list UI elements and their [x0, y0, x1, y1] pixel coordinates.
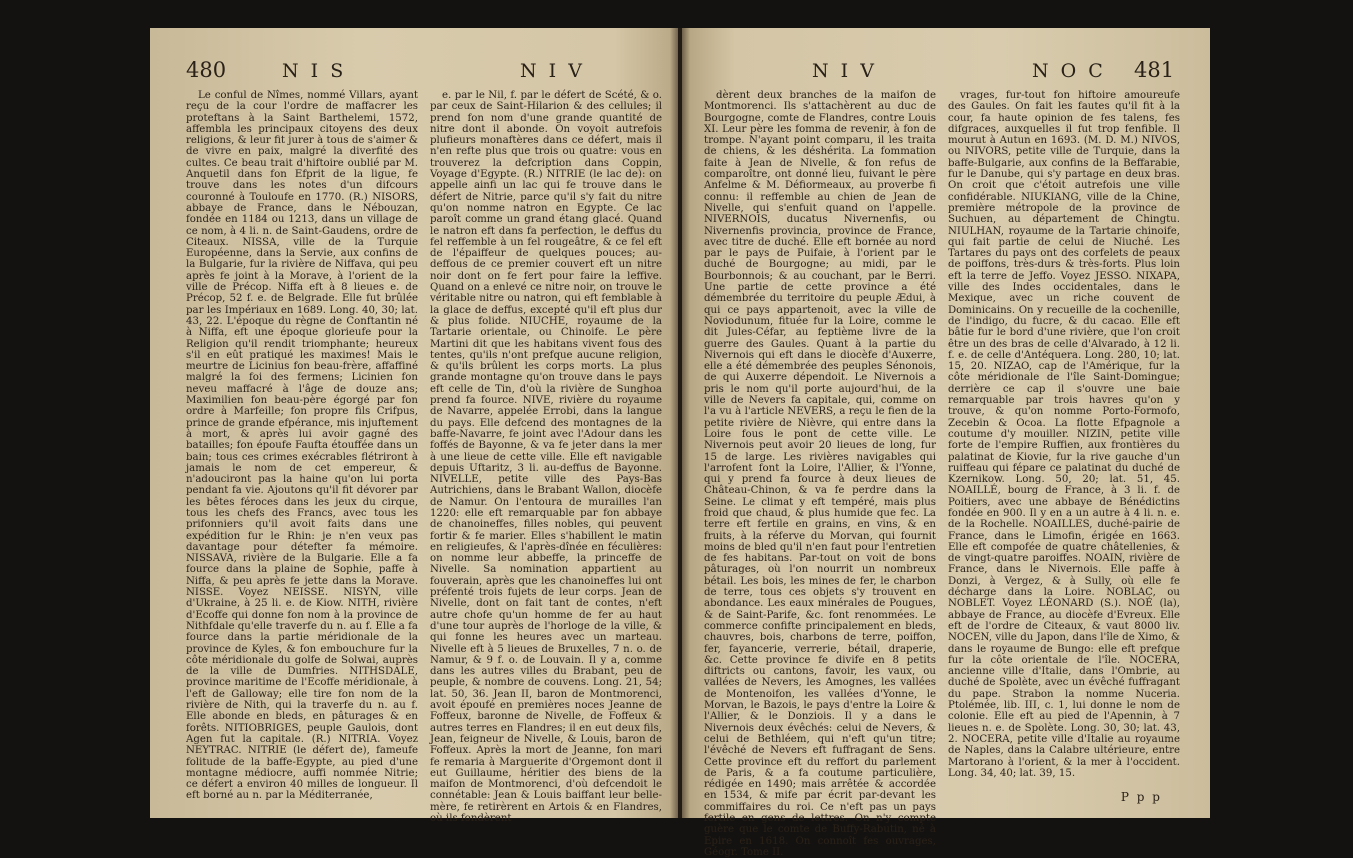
page-number-left: 480 [186, 58, 227, 82]
running-head-left-2: N I V [520, 60, 585, 82]
left-column-1-text: Le conful de Nîmes, nommé Villars, ayant reçu de la cour l'ordre de maffacrer les proteftans à la Saint Barthelemi, 1572, affembla les principaux citoyens des deux religions, & leur fit jurer à tous de s'aimer & de vivre en paix, malgré la diverfité des cultes. Ce beau trait d'hiftoire oublié par M. Anquetil dans fon Efprit de la ligue, fe trouve dans les notes d'un difcours couronné à Touloufe en 1770. (R.) NISORS, abbaye de France, dans le Nébouzan, fondée en 1184 ou 1213, dans un village de ce nom, à 4 li. n. de Saint-Gaudens, ordre de Citeaux. NISSA, ville de la Turquie Européenne, dans la Servie, aux confins de la Bulgarie, fur la rivière de Niffava, qui peu après fe joint à la Morave, à l'orient de la ville de Précop. Niffa eft à 8 lieues e. de Précop, 52 f. e. de Belgrade. Elle fut brûlée par les Impériaux en 1689. Long. 40, 30; lat. 43, 22. L'époque du règne de Conftantin né à Niffa, eft une époque glorieufe pour la Religion qu'il rendit triomphante; heureux s'il en eût pratiqué les maximes! Mais le meurtre de Licinius fon beau-frère, affaffiné malgré la foi des fermens; Licinien fon neveu maffacré à l'âge de douze ans; Maximilien fon beau-père égorgé par fon ordre à Marfeille; fon propre fils Crifpus, prince de grande efpérance, mis injuftement à mort, & après lui avoir gagné des batailles; fon époufe Faufta étouffée dans un bain; tous ces crimes exécrables flétriront à jamais le nom de cet empereur, & n'adouciront pas la haine qu'on lui porta pendant fa vie. Ajoutons qu'il fit dévorer par les bêtes féroces dans les jeux du cirque, tous les chefs des Francs, avec tous les prifonniers qu'il avoit faits dans une expédition fur le Rhin: je n'en veux pas davantage pour détefter fa mémoire. NISSAVA, rivière de la Bulgarie. Elle a fa fource dans la plaine de Sophie, paffe à Niffa, & peu après fe jette dans la Morave. NISSE. Voyez NEISSE. NISYN, ville d'Ukraine, à 25 li. e. de Kiow. NITH, rivière d'Ecoffe qui donne fon nom à la province de Nithfdale qu'elle traverfe du n. au f. Elle a fa fource dans la partie méridionale de la province de Kyles, & fon embouchure fur la côte méridionale du golfe de Solwai, auprès de la ville de Dumfries. NITHSDALE, province maritime de l'Ecoffe méridionale, à l'eft de Galloway; elle tire fon nom de la rivière de Nith, qui la traverfe du n. au f. Elle abonde en bleds, en pâturages & en forêts. NITIOBRIGES, peuple Gaulois, dont Agen fut la capitale. (R.) NITRIA. Voyez NEYTRAC. NITRIE (le défert de), fameufe folitude de la baffe-Egypte, au pied d'une montagne médiocre, auffi nommée Nitrie; ce défert a environ 40 milles de longueur. Il eft borné au n. par la Méditerranée, [186, 90, 418, 802]
left-page [150, 28, 678, 824]
book-spread [150, 28, 1210, 858]
left-column-1 [186, 90, 418, 805]
running-head-right-2: N O C [1032, 60, 1106, 82]
right-column-2 [948, 90, 1180, 805]
right-page-header [682, 58, 1210, 88]
right-page [682, 28, 1210, 858]
right-column-1 [704, 90, 936, 858]
left-column-2 [430, 90, 662, 824]
running-head-right-1: N I V [812, 60, 877, 82]
left-page-header [150, 58, 678, 88]
left-column-2-text: e. par le Nil, f. par le défert de Scété, & o. par ceux de Saint-Hilarion & des cellules; il prend fon nom d'une grande quantité de nitre dont il abonde. On voyoit autrefois plufieurs monaftères dans ce défert, mais il n'en refte plus que trois ou quatre: vous en trouverez la defcription dans Coppin, Voyage d'Egypte. (R.) NITRIE (le lac de): on appelle ainfi un lac qui fe trouve dans le défert de Nitrie, parce qu'il s'y fait du nitre qu'on nomme natron en Egypte. Ce lac paroît comme un grand étang glacé. Quand le natron eft dans fa perfection, le deffus du fel reffemble à un fel rougeâtre, & ce fel eft de l'épaiffeur de quelques pouces; au-deffous de ce premier couvert eft un nitre noir dont on fe fert pour faire la leffive. Quand on a enlevé ce nitre noir, on trouve le véritable nitre ou natron, qui eft femblable à la glace de deffus, excepté qu'il eft plus dur & plus folide. NIUCHE, royaume de la Tartarie orientale, ou Chinoife. Le père Martini dit que les habitans vivent fous des tentes, qu'ils n'ont prefque aucune religion, & qu'ils brûlent les corps morts. La plus grande montagne qu'on trouve dans le pays eft celle de Tin, d'où la rivière de Sunghoa prend fa fource. NIVE, rivière du royaume de Navarre, appelée Errobi, dans la langue du pays. Elle defcend des montagnes de la baffe-Navarre, fe joint avec l'Adour dans les foffés de Bayonne, & va fe jeter dans la mer à une lieue de cette ville. Elle eft navigable depuis Uftaritz, 3 li. au-deffus de Bayonne. NIVELLE, petite ville des Pays-Bas Autrichiens, dans le Brabant Wallon, diocèfe de Namur. On l'entoura de murailles l'an 1220: elle eft remarquable par fon abbaye de chanoineffes, filles nobles, qui peuvent fortir & fe marier. Elles s'habillent le matin en religieufes, & l'après-dînée en féculières: on nomme leur abbeffe, la princeffe de Nivelle. Sa nomination appartient au fouverain, après que les chanoineffes lui ont préfenté trois fujets de leur corps. Jean de Nivelle, dont on fait tant de contes, n'eft autre chofe qu'un homme de fer au haut d'une tour auprès de l'horloge de la ville, & qui fonne les heures avec un marteau. Nivelle eft à 5 lieues de Bruxelles, 7 n. o. de Namur, & 9 f. o. de Louvain. Il y a, comme dans les autres villes du Brabant, peu de peuple, & nombre de couvens. Long. 21, 54; lat. 50, 36. Jean II, baron de Montmorenci, avoit époufé en premières noces Jeanne de Foffeux, baronne de Nivelle, de Foffeux & autres terres en Flandres; il en eut deux fils, Jean, feigneur de Nivelle, & Louis, baron de Foffeux. Après la mort de Jeanne, fon mari fe remaria à Marguerite d'Orgemont dont il eut Guillaume, héritier des biens de la maifon de Montmorenci, d'où defcendoit le connétable: Jean & Louis baiffant leur belle-mère, fe retirèrent en Artois & en Flandres, où ils fondèrent [430, 90, 662, 824]
right-column-1-text: dèrent deux branches de la maifon de Montmorenci. Ils s'attachèrent au duc de Bourgogne, comte de Flandres, contre Louis XI. Leur père les fomma de revenir, à fon de trompe. N'ayant point comparu, il les traita de chiens, & les déshérita. La fommation faite à Jean de Nivelle, & fon refus de comparoître, ont donné lieu, fuivant le père Anfelme & M. Défiormeaux, au proverbe fi connu: il reffemble au chien de Jean de Nivelle, qui s'enfuit quand on l'appelle. NIVERNOIS, ducatus Nivernenfis, ou Nivernenfis provincia, province de France, avec titre de duché. Elle eft bornée au nord par le pays de Puifaie, à l'orient par le duché de Bourgogne; au midi, par le Bourbonnois; & au couchant, par le Berri. Une partie de cette province a été démembrée du territoire du peuple Ædui, à qui ce pays appartenoit, avec la ville de Noviodunum, fituée fur la Loire, comme le dit Jules-Céfar, au feptième livre de la guerre des Gaules. Quant à la partie du Nivernois qui eft dans le diocèfe d'Auxerre, elle a été démembrée des peuples Sénonois, de qui Auxerre dépendoit. Le Nivernois a pris le nom qu'il porte aujourd'hui, de la ville de Nevers fa capitale, qui, comme on l'a vu à l'article NEVERS, a reçu le fien de la petite rivière de Nièvre, qui entre dans la Loire fous le pont de cette ville. Le Nivernois peut avoir 20 lieues de long, fur 15 de large. Les rivières navigables qui l'arrofent font la Loire, l'Allier, & l'Yonne, qui y prend fa fource à deux lieues de Château-Chinon, & va fe perdre dans la Seine. Le climat y eft tempéré, mais plus froid que chaud, & plus humide que fec. La terre eft fertile en grains, en vins, & en fruits, à la réferve du Morvan, qui fournit moins de bled qu'il n'en faut pour l'entretien de fes habitans. Par-tout on voit de bons pâturages, où l'on nourrit un nombreux bétail. Les bois, les mines de fer, le charbon de terre, tous ces objets s'y trouvent en abondance. Les eaux minérales de Pougues, & de Saint-Parife, &c. font renommées. Le commerce confifte principalement en bleds, chauvres, bois, charbons de terre, poiffon, fer, fayancerie, verrerie, bétail, draperie, &c. Cette province fe divife en 8 petits diftricts ou cantons, favoir, les vaux, ou vallées de Nevers, les Amognes, les vallées de Montenoifon, les vallées d'Yonne, le Morvan, le Bazois, le pays d'entre la Loire & l'Allier, & le Donziois. Il y a dans le Nivernois deux évêchés: celui de Nevers, & celui de Bethléem, qui n'eft qu'un titre; l'évêché de Nevers eft fuffragant de Sens. Cette province eft du reffort du parlement de Paris, & a fa coutume particulière, rédigée en 1490; mais arrêtée & accordée en 1534, & mife par écrit par-devant les commiffaires du roi. Ce n'eft pas un pays fertile en gens de lettres. On n'y compte guère que le comte de Buffy-Rabutin, né à Epire en 1618. On connoît fes ouvrages, Géogr. Tome II. [704, 90, 936, 858]
right-column-2-text: vrages, fur-tout fon hiftoire amoureufe des Gaules. On fait les fautes qu'il fit à la cour, fa haute opinion de fes talens, fes difgraces, auxquelles il fut trop fenfible. Il mourut à Autun en 1693. (M. D. M.) NIVOS, ou NIVORS, petite ville de Turquie, dans la baffe-Bulgarie, aux confins de la Beffarabie, fur le Danube, qui s'y partage en deux bras. On croit que c'étoit autrefois une ville confidérable. NIUKIANG, ville de la Chine, première métropole de la province de Suchuen, au département de Chingtu. NIULHAN, royaume de la Tartarie chinoife, qui fait partie de celui de Niuché. Les Tartares du pays ont des corfelets de peaux de poiffons, très-durs & très-forts. Plus loin eft la terre de Jeffo. Voyez JESSO. NIXAPA, ville des Indes occidentales, dans le Mexique, avec un riche couvent de Dominicains. On y recueille de la cochenille, de l'indigo, du fucre, & du cacao. Elle eft bâtie fur le bord d'une rivière, que l'on croit être un des bras de celle d'Alvarado, à 12 li. f. e. de celle d'Antéquera. Long. 280, 10; lat. 15, 20. NIZAO, cap de l'Amérique, fur la côte méridionale de l'île Saint-Domingue; derrière ce cap il s'ouvre une baie remarquable par trois havres qu'on y trouve, & qu'on nomme Porto-Formofo, Zecebin & Ocoa. La flotte Efpagnole a coutume d'y mouiller. NIZIN, petite ville forte de l'empire Ruffien, aux frontières du palatinat de Kiovie, fur la rive gauche d'un ruiffeau qui fépare ce palatinat du duché de Kzernikow. Long. 50, 20; lat. 51, 45. NOAILLÉ, bourg de France, à 3 li. f. de Poitiers, avec une abbaye de Bénédictins fondée en 900. Il y en a un autre à 4 li. n. e. de la Rochelle. NOAILLES, duché-pairie de France, dans le Limofin, érigée en 1663. Elle eft compofée de quatre châtellenies, & de vingt-quatre paroiffes. NOAIN, rivière de France, dans le Nivernois. Elle paffe à Donzi, à Vergez, & à Sully, où elle fe décharge dans la Loire. NOBLAC, ou NOBLET. Voyez LÉONARD (S.). NOÉ (la), abbaye de France, au diocèfe d'Evreux. Elle eft de l'ordre de Citeaux, & vaut 8000 liv. NOCEN, ville du Japon, dans l'île de Ximo, & dans le royaume de Bungo: elle eft prefque fur la côte orientale de l'île. NOCERA, ancienne ville d'Italie, dans l'Ombrie, au duché de Spolète, avec un évêché fuffragant du pape. Strabon la nomme Nuceria. Ptolémée, lib. III, c. 1, lui donne le nom de colonie. Elle eft au pied de l'Apennin, à 7 lieues n. e. de Spolète. Long. 30, 30; lat. 43, 2. NOCERA, petite ville d'Italie au royaume de Naples, dans la Calabre ultérieure, entre Martorano à l'orient, & la mer à l'occident. Long. 34, 40; lat. 39, 15. [948, 90, 1180, 779]
signature-mark: P p p [1120, 790, 1162, 804]
running-head-left-1: N I S [282, 60, 347, 82]
page-number-right: 481 [1134, 58, 1175, 82]
